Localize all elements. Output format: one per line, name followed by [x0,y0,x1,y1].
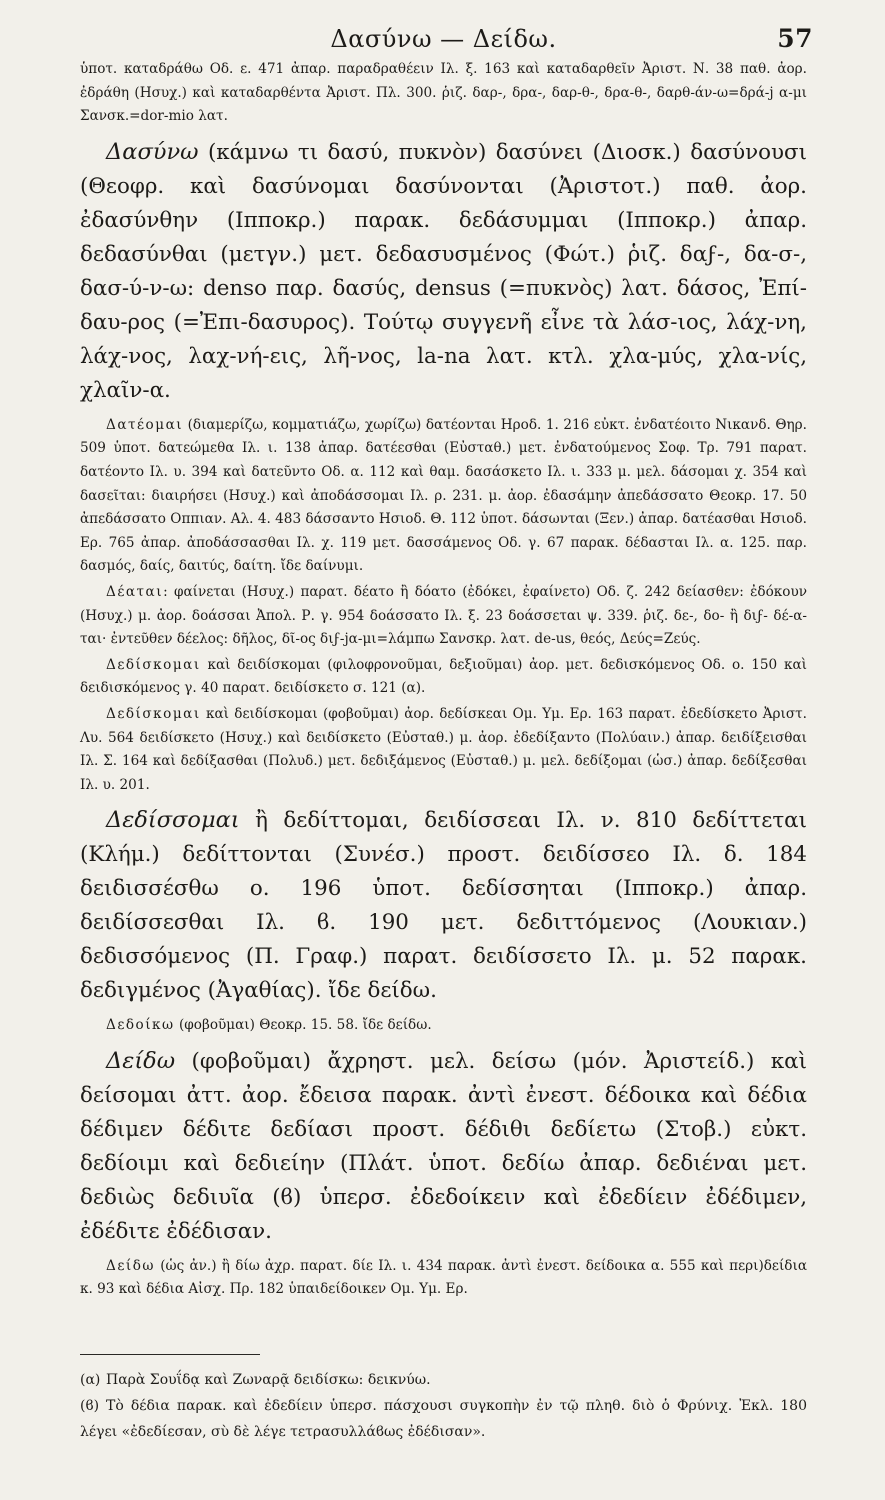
entry-lemma: Δέαται [106,583,164,600]
entry-dasyno [80,135,807,408]
entry-lemma: Δατέομαι [106,416,184,433]
entry-deatai [80,581,807,652]
footnote-text: Παρὰ Σουΐδᾳ καὶ Ζωναρᾷ δειδίσκω: δεικνύω. [106,1372,431,1389]
footnote-a [80,1367,807,1393]
running-header [80,22,813,56]
entry-lemma: Δεδίσσομαι [106,807,240,834]
entry-text: ἢ δεδίττομαι, δειδίσσεαι Ιλ. ν. 810 δεδίττεται (Κλήμ.) δεδίττονται (Συνέσ.) προστ. δειδίσσεο Ιλ. δ. 184 δειδισσέσθω ο. 196 ὑποτ. δεδίσσηται (Ιπποκρ.) ἀπαρ. δειδίσσεσθαι Ιλ. ϐ. 190 μετ. δεδιττόμενος (Λουκιαν.) δεδισσόμενος (Π. Γραφ.) παρατ. δειδίσσετο Ιλ. μ. 52 παρακ. δεδιγμένος (Ἀγαθίας). ἴδε δείδω. [80,808,807,1004]
entry-text: καὶ δειδίσκομαι (φιλοφρονοῦμαι, δεξιοῦμαι) ἀορ. μετ. δεδισκόμενος Οδ. ο. 150 καὶ δειδισκόμενος γ. 40 παρατ. δειδίσκετο σ. 121 (α). [80,656,807,697]
entry-dedoiko [80,1014,807,1038]
entry-lemma: Δείδω [106,1047,176,1074]
entry-lemma: Δασύνω [106,138,199,165]
footnote-mark: (ϐ) [80,1398,100,1415]
footnote-b [80,1393,807,1445]
entry-text: καὶ δειδίσκομαι (φοβοῦμαι) ἀορ. δεδίσκεαι Ομ. Υμ. Ερ. 163 παρατ. ἐδεδίσκετο Ἀριστ. Λυ. 564 δειδίσκετο (Ησυχ.) καὶ δειδίσκετο (Εὐσταθ.) μ. ἀορ. ἐδεδίξαντο (Πολύαιν.) ἀπαρ. δειδίξεισθαι Ιλ. Σ. 164 καὶ δεδίξασθαι (Πολυδ.) μετ. δεδιξάμενος (Εὐσταθ.) μ. μελ. δεδίξομαι (ὡσ.) ἀπαρ. δεδίξεσθαι Ιλ. υ. 201. [80,705,807,793]
entry-continuation [80,58,807,129]
page-number: 57 [777,24,813,53]
entry-text: (φοβοῦμαι) ἄχρηστ. μελ. δείσω (μόν. Ἀριστείδ.) καὶ δείσομαι ἀττ. ἀορ. ἔδεισα παρακ. ἀντὶ ἐνεστ. δέδοικα καὶ δέδια δέδιμεν δέδιτε δεδίασι προστ. δέδιθι δεδίετω (Στοβ.) εὐκτ. δεδίοιμι καὶ δεδιείην (Πλάτ. ὑποτ. δεδίω ἀπαρ. δεδιέναι μετ. δεδιὼς δεδιυῖα (ϐ) ὑπερσ. ἐδεδοίκειν καὶ ἐδεδίειν ἐδέδιμεν, ἐδέδιτε ἐδέδισαν. [80,1048,807,1244]
entry-text: : φαίνεται (Ησυχ.) παρατ. δέατο ἢ δόατο (ἐδόκει, ἐφαίνετο) Οδ. ζ. 242 δείασθεν: ἐδόκουν (Ησυχ.) μ. ἀορ. δοάσσαι Ἀπολ. Ρ. γ. 954 δοάσσατο Ιλ. ξ. 23 δοάσσεται ψ. 339. ῥιζ. δε-, δο- ἢ διϝ- δέ-α-ται· ἐντεῦθεν δέελος: δῆλος, δῖ-ος διϝ-jα-μι=λάμπω Σανσκρ. λατ. de-us, θεός, Δεύς=Ζεύς. [80,583,807,648]
footnote-text: Τὸ δέδια παρακ. καὶ ἐδεδίειν ὑπερσ. πάσχουσι συγκοπὴν ἐν τῷ πληθ. διὸ ὁ Φρύνιχ. Ἐκλ. 180 λέγει «ἐδεδίεσαν, σὺ δὲ λέγε τετρασυλλάϐως ἐδέδισαν». [80,1398,807,1441]
entry-text: (διαμερίζω, κομματιάζω, χωρίζω) δατέονται Ηροδ. 1. 216 εὐκτ. ἐνδατέοιτο Νικανδ. Θηρ. 509 ὑποτ. δατεώμεθα Ιλ. ι. 138 ἀπαρ. δατέεσθαι (Εὐσταθ.) μετ. ἐνδατούμενος Σοφ. Τρ. 791 παρατ. δατέοντο Ιλ. υ. 394 καὶ δατεῦντο Οδ. α. 112 καὶ θαμ. δασάσκετο Ιλ. ι. 333 μ. μελ. δάσομαι χ. 354 καὶ δασεῖται: διαιρήσει (Ησυχ.) καὶ ἀποδάσσομαι Ιλ. ρ. 231. μ. ἀορ. ἐδασάμην ἀπεδάσσατο Θεοκρ. 17. 50 ἀπεδάσσατο Οππιαν. Αλ. 4. 483 δάσσαντο Ησιοδ. Θ. 112 ὑποτ. δάσωνται (Ξεν.) ἀπαρ. δατέασθαι Ησιοδ. Ερ. 765 ἀπαρ. ἀποδάσσασθαι Ιλ. χ. 119 μετ. δασσάμενος Οδ. γ. 67 παρακ. δέδασται Ιλ. α. 125. παρ. δασμός, δαίς, δαιτύς, δαίτη. ἴδε δαίνυμι. [80,416,807,575]
entry-lemma: Δείδω [106,1257,155,1274]
entry-dediskomai-1 [80,654,807,701]
entry-text: (κάμνω τι δασύ, πυκνὸν) δασύνει (Διοσκ.) δασύνουσι (Θεοφρ. καὶ δασύνομαι δασύνονται (Ἀριστοτ.) παθ. ἀορ. ἐδασύνθην (Ιπποκρ.) παρακ. δεδάσυμμαι (Ιπποκρ.) ἀπαρ. δεδασύνθαι (μετγν.) μετ. δεδασυσμένος (Φώτ.) ῥιζ. δαϝ-, δα-σ-, δασ-ύ-ν-ω: denso παρ. δασύς, densus (=πυκνὸς) λατ. δάσος, Ἐπί-δαυ-ρος (=Ἐπι-δασυρος). Τούτῳ συγγενῆ εἶνε τὰ λάσ-ιος, λάχ-νη, λάχ-νος, λαχ-νή-εις, λῆ-νος, la-na λατ. κτλ. χλα-μύς, χλα-νίς, χλαῖν-α. [80,139,807,403]
entry-dedissomai [80,803,807,1008]
running-head-title: Δασύνω — Δείδω. [330,25,557,53]
entry-dediskomai-2 [80,703,807,797]
entry-lemma: Δεδοίκω [106,1017,175,1034]
entry-lemma: Δεδίσκομαι [106,705,201,722]
entry-deido-2 [80,1255,807,1302]
entry-deido [80,1044,807,1249]
footnote-mark: (α) [80,1372,101,1389]
entry-text: (φοβοῦμαι) Θεοκρ. 15. 58. ἴδε δείδω. [174,1017,432,1034]
entry-dateomai [80,414,807,579]
entry-text: ὑποτ. καταδράθω Οδ. ε. 471 ἀπαρ. παραδραθέειν Ιλ. ξ. 163 καὶ καταδαρθεῖν Ἀριστ. Ν. 38 παθ. ἀορ. ἐδράθη (Ησυχ.) καὶ καταδαρθέντα Ἀριστ. Πλ. 300. ῥιζ. δαρ-, δρα-, δαρ-θ-, δρα-θ-, δαρθ-άν-ω=δρά-j α-μι Σανσκ.=dor-mio λατ. [80,61,807,125]
footnote-rule [80,1354,260,1355]
entry-text: (ὡς ἀν.) ἢ δίω ἀχρ. παρατ. δίε Ιλ. ι. 434 παρακ. ἀντὶ ἐνεστ. δείδοικα α. 555 καὶ περι)δείδια κ. 93 καὶ δέδια Αἰσχ. Πρ. 182 ὑπαιδείδοικεν Ομ. Υμ. Ερ. [80,1257,807,1298]
entry-lemma: Δεδίσκομαι [106,656,201,673]
